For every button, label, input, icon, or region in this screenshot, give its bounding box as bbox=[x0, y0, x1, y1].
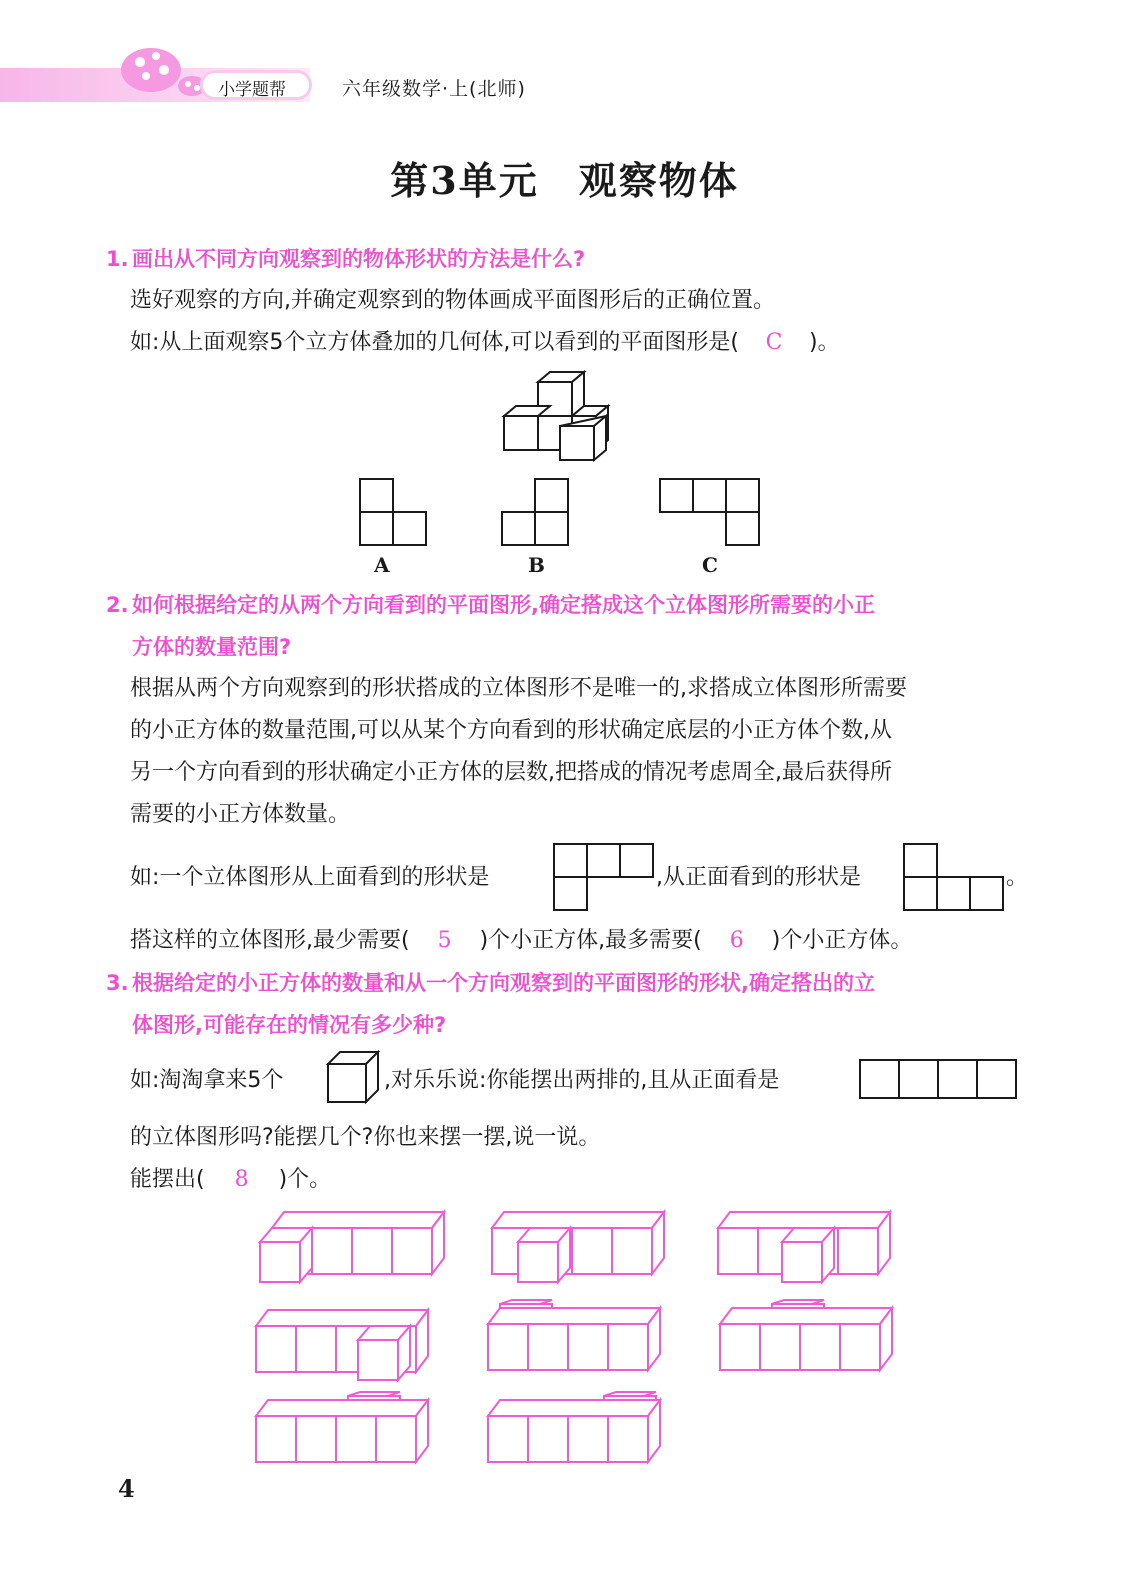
example-2-part-b: ,从正面看到的形状是 bbox=[656, 865, 861, 890]
example-3-part-b: ,对乐乐说:你能摆出两排的,且从正面看是 bbox=[384, 1068, 780, 1093]
question-3-line2: 体图形,可能存在的情况有多少种? bbox=[132, 1013, 447, 1037]
example-2-part-c: 。 bbox=[1006, 865, 1029, 890]
arrangement-2 bbox=[488, 1208, 688, 1288]
question-1-text: 画出从不同方向观察到的物体形状的方法是什么? bbox=[132, 247, 586, 271]
option-a-figure bbox=[359, 478, 429, 548]
min-max-line bbox=[130, 920, 912, 962]
answer-2-line3: 另一个方向看到的形状确定小正方体的层数,把搭成的情况考虑周全,最后获得所 bbox=[130, 760, 892, 785]
count-answer: 8 bbox=[234, 1167, 249, 1192]
arrangement-1 bbox=[256, 1208, 456, 1288]
option-b-figure bbox=[501, 478, 571, 548]
question-2-line2: 方体的数量范围? bbox=[132, 635, 292, 659]
min-max-suffix: )个小正方体。 bbox=[771, 928, 913, 953]
single-cube-figure bbox=[326, 1050, 382, 1106]
arrangement-8 bbox=[484, 1392, 684, 1472]
count-prefix: 能摆出( bbox=[130, 1167, 205, 1192]
max-answer: 6 bbox=[729, 928, 744, 953]
example-1-prefix: 如:从上面观察5个立方体叠加的几何体,可以看到的平面图形是( bbox=[130, 330, 739, 355]
page-number: 4 bbox=[118, 1474, 135, 1503]
arrangement-3 bbox=[714, 1208, 914, 1288]
example-1-suffix: )。 bbox=[809, 330, 840, 355]
count-line bbox=[130, 1159, 331, 1201]
question-2 bbox=[106, 584, 875, 626]
book-title: 六年级数学·上(北师) bbox=[342, 78, 526, 100]
count-suffix: )个。 bbox=[278, 1167, 332, 1192]
answer-1-text: 选好观察的方向,并确定观察到的物体画成平面图形后的正确位置。 bbox=[130, 288, 775, 313]
option-c-label: C bbox=[702, 553, 718, 577]
example-1 bbox=[130, 322, 840, 364]
question-3-line1: 根据给定的小正方体的数量和从一个方向观察到的平面图形的形状,确定搭出的立 bbox=[132, 971, 875, 995]
example-2-part-a: 如:一个立体图形从上面看到的形状是 bbox=[130, 865, 490, 890]
top-view-figure bbox=[553, 843, 655, 911]
arrangement-7 bbox=[252, 1392, 452, 1472]
answer-2-line4: 需要的小正方体数量。 bbox=[130, 802, 351, 827]
example-3-part-a: 如:淘淘拿来5个 bbox=[130, 1068, 284, 1093]
arrangement-6 bbox=[716, 1300, 916, 1380]
page-title: 第3单元 观察物体 bbox=[390, 158, 739, 203]
cube-stack-figure bbox=[500, 370, 630, 470]
min-max-mid: )个小正方体,最多需要( bbox=[479, 928, 702, 953]
question-3 bbox=[106, 962, 875, 1004]
option-b-label: B bbox=[528, 553, 545, 577]
answer-2-line1: 根据从两个方向观察到的形状搭成的立体图形不是唯一的,求搭成立体图形所需要 bbox=[130, 676, 907, 701]
example-1-answer: C bbox=[765, 330, 783, 355]
answer-2-line2: 的小正方体的数量范围,可以从某个方向看到的形状确定底层的小正方体个数,从 bbox=[130, 718, 892, 743]
question-2-number: 2. bbox=[106, 593, 129, 617]
min-prefix: 搭这样的立体图形,最少需要( bbox=[130, 928, 410, 953]
arrangement-5 bbox=[484, 1300, 684, 1380]
option-a-label: A bbox=[374, 553, 390, 577]
series-label: 小学题帮 bbox=[218, 80, 286, 100]
min-answer: 5 bbox=[437, 928, 452, 953]
arrangement-4 bbox=[252, 1306, 452, 1386]
front-view-figure bbox=[903, 843, 1005, 911]
option-c-figure bbox=[659, 478, 763, 548]
example-3-part-c: 的立体图形吗?能摆几个?你也来摆一摆,说一说。 bbox=[130, 1125, 601, 1150]
question-1-number: 1. bbox=[106, 247, 129, 271]
front-row-figure bbox=[859, 1059, 1019, 1101]
question-2-line1: 如何根据给定的从两个方向看到的平面图形,确定搭成这个立体图形所需要的小正 bbox=[132, 593, 875, 617]
question-3-number: 3. bbox=[106, 971, 129, 995]
question-1 bbox=[106, 238, 585, 280]
